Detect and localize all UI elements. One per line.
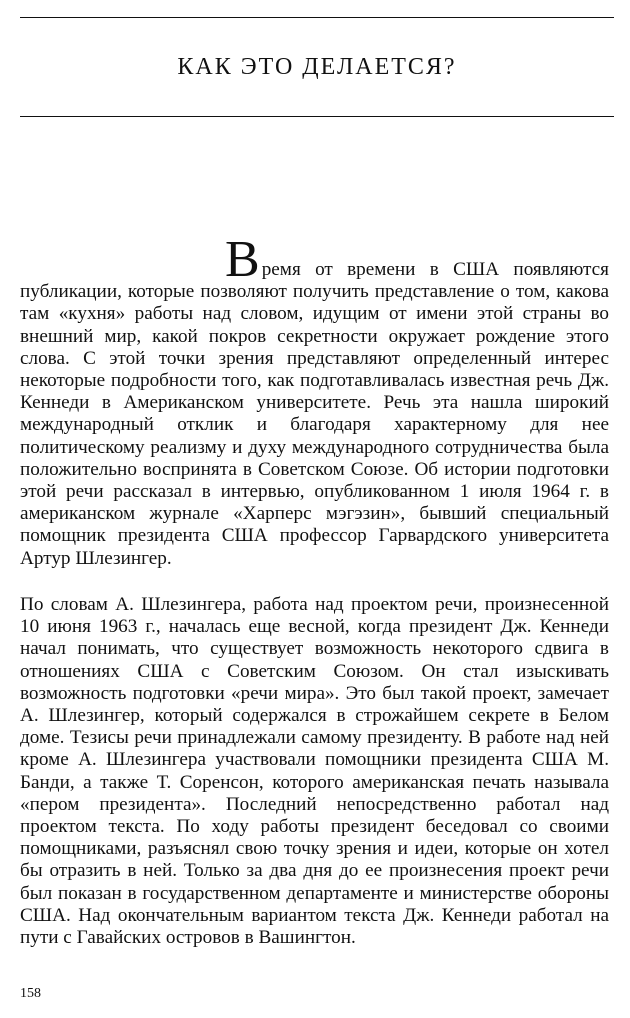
drop-cap: В [225, 231, 260, 288]
bottom-rule [20, 116, 614, 117]
paragraph-1-text: ремя от времени в США появляются публикации, которые позволяют получить представление о том, какова там «кухня» работы над словом, идущим от имени этой страны во внешний мир, какой покров секретности окружает рождение этого слова. С этой точки зрения представляют определенный интерес некоторые подробности того, как подготавливалась известная речь Дж. Кеннеди в Американском университете. Речь эта нашла широкий международный отклик и благодаря характерному для нее политическому реализму и духу международного сотрудничества была положительно воспринята в Советском Союзе. Об истории подготовки этой речи рассказал в интервью, опубликованном 1 июля 1964 г. в американском журнале «Харперс мэгэзин», бывший специальный помощник президента США профессор Гарвардского университета Артур Шлезингер. [20, 259, 609, 569]
paragraph-2-block [20, 594, 609, 949]
paragraph-1-block [20, 231, 609, 570]
paragraph-1 [20, 231, 609, 570]
paragraph-2: По словам А. Шлезингера, работа над проектом речи, произнесенной 10 июня 1963 г., началась еще весной, когда президент Дж. Кеннеди начал понимать, что существует возможность некоторого сдвига в отношениях США с Советским Союзом. Он стал изыскивать возможность подготовки «речи мира». Это был такой проект, замечает А. Шлезингер, который содержался в строжайшем секрете в Белом доме. Тезисы речи принадлежали самому президенту. В работе над ней кроме А. Шлезингера участвовали помощники президента США М. Банди, а также Т. Соренсон, которого американская печать называла «пером президента». Последний непосредственно работал над проектом текста. По ходу работы президент беседовал со своими помощниками, разъяснял свою точку зрения и идеи, которые он хотел бы отразить в ней. Только за два дня до ее произнесения проект речи был показан в государственном департаменте и министерстве обороны США. Над окончательным вариантом текста Дж. Кеннеди работал на пути с Гавайских островов в Вашингтон. [20, 594, 609, 949]
page-number: 158 [20, 986, 41, 1001]
top-rule [20, 17, 614, 18]
dropcap-indent [20, 259, 225, 280]
chapter-title: КАК ЭТО ДЕЛАЕТСЯ? [177, 54, 457, 80]
